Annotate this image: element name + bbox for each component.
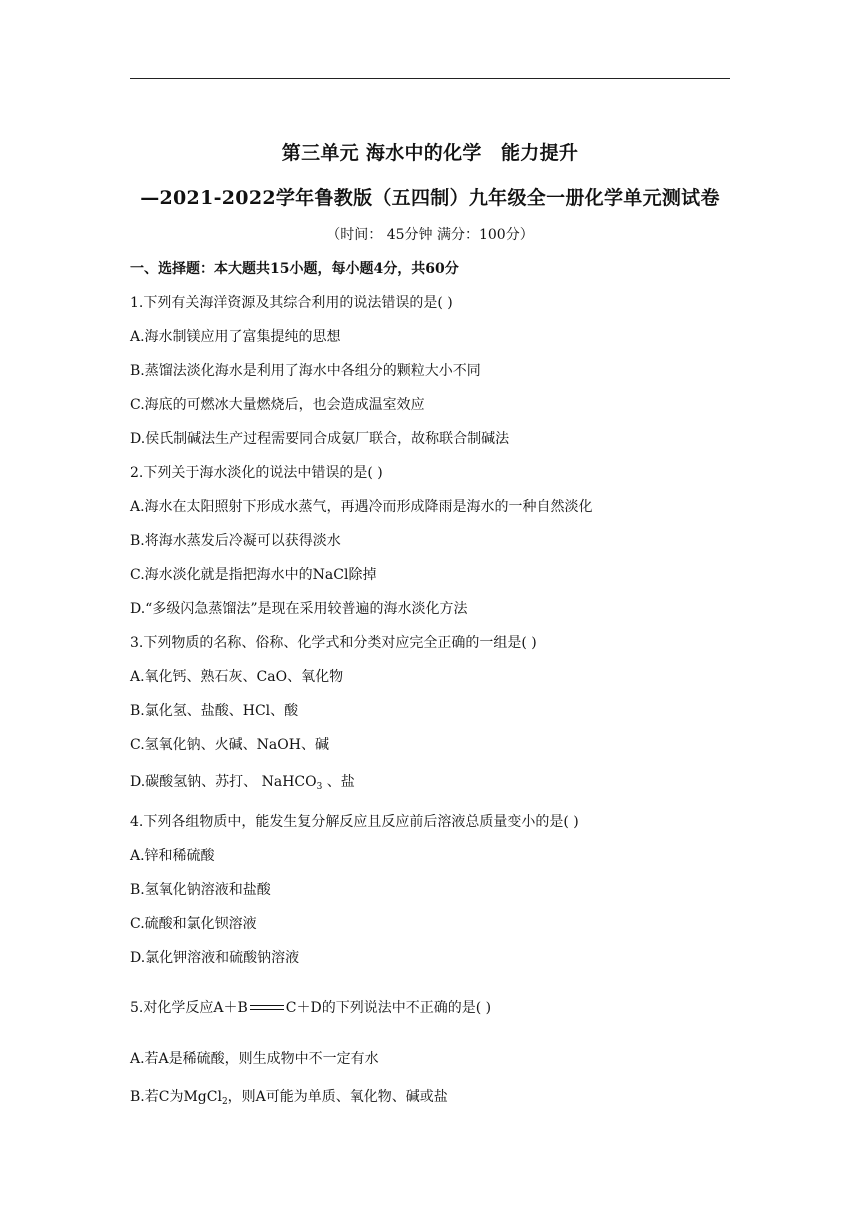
header-rule [130,78,730,79]
q1-option-c: C.海底的可燃冰大量燃烧后，也会造成温室效应 [130,397,425,413]
page-subtitle: —2021-2022学年鲁教版（五四制）九年级全一册化学单元测试卷 [140,187,720,209]
q5-stem [130,997,491,1017]
q4-option-d: D.氯化钾溶液和硫酸钠溶液 [130,950,300,966]
q5-stem-tail: C＋D的下列说法中不正确的是( ) [285,1000,492,1016]
exam-meta: （时间： 45分钟 满分：100分） [326,227,534,243]
q3-stem: 3.下列物质的名称、俗称、化学式和分类对应完全正确的一组是( ) [130,635,537,651]
page-title: 第三单元 海水中的化学 能力提升 [281,142,579,164]
q2-option-c: C.海水淡化就是指把海水中的NaCl除掉 [130,567,377,583]
q5-option-b-tail: ，则A可能为单质、氧化物、碱或盐 [227,1089,448,1105]
q4-option-c: C.硫酸和氯化钡溶液 [130,916,257,932]
q1-option-a: A.海水制镁应用了富集提纯的思想 [130,329,341,345]
equals-sign [248,1005,286,1011]
q4-stem: 4.下列各组物质中，能发生复分解反应且反应前后溶液总质量变小的是( ) [130,814,579,830]
q3-option-a: A.氧化钙、熟石灰、CaO、氧化物 [130,669,344,685]
subscript: 3 [316,782,323,792]
q5-option-b-text: B.若C为MgCl [130,1089,222,1105]
q3-option-b: B.氯化氢、盐酸、HCl、酸 [130,703,299,719]
q4-option-b: B.氢氧化钠溶液和盐酸 [130,882,271,898]
q3-option-c: C.氢氧化钠、火碱、NaOH、碱 [130,737,329,753]
q2-option-b: B.将海水蒸发后冷凝可以获得淡水 [130,533,341,549]
subscript: 2 [221,1097,228,1107]
q5-option-b [130,1086,448,1107]
q1-option-b: B.蒸馏法淡化海水是利用了海水中各组分的颗粒大小不同 [130,363,481,379]
section-heading: 一、选择题：本大题共15小题，每小题4分，共60分 [130,261,459,277]
q1-stem: 1.下列有关海洋资源及其综合利用的说法错误的是( ) [130,295,453,311]
q2-option-a: A.海水在太阳照射下形成水蒸气，再遇冷而形成降雨是海水的一种自然淡化 [130,499,593,515]
q2-stem: 2.下列关于海水淡化的说法中错误的是( ) [130,465,383,481]
q4-option-a: A.锌和稀硫酸 [130,848,215,864]
q3-option-d-tail: 、盐 [322,774,355,790]
q5-option-a: A.若A是稀硫酸，则生成物中不一定有水 [130,1051,379,1067]
q5-stem-text: 5.对化学反应A＋B [130,1000,248,1016]
q2-option-d: D.“多级闪急蒸馏法”是现在采用较普遍的海水淡化方法 [130,601,468,617]
q3-option-d-text: D.碳酸氢钠、苏打、 NaHCO [130,774,317,790]
q1-option-d: D.侯氏制碱法生产过程需要同合成氨厂联合，故称联合制碱法 [130,431,510,447]
q3-option-d [130,771,355,792]
